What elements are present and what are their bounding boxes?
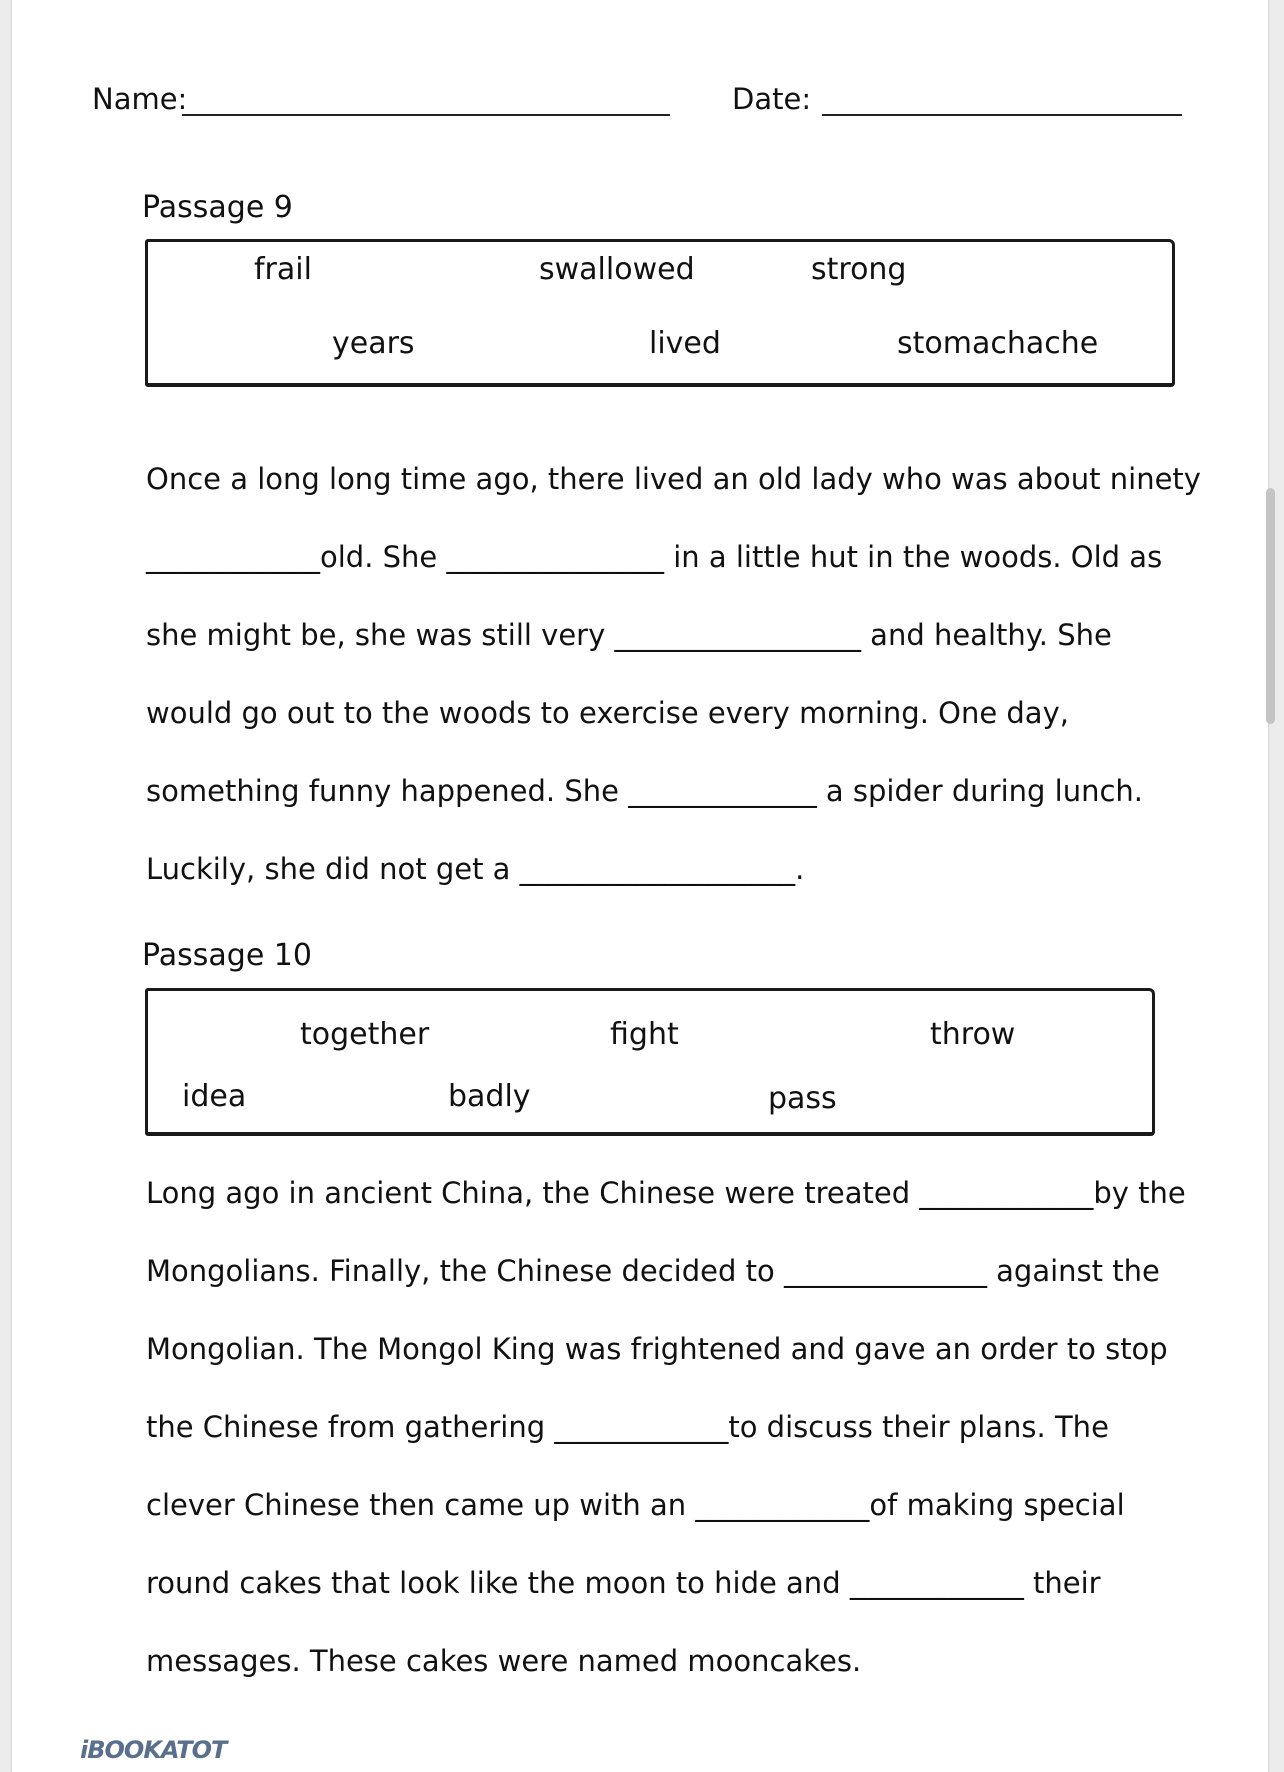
- word-bank-item: fight: [610, 1017, 679, 1052]
- word-bank-item: pass: [768, 1081, 837, 1116]
- passage-10-title: Passage 10: [142, 938, 312, 973]
- passage-line: Mongolian. The Mongol King was frightened and gave an order to stop: [146, 1332, 1168, 1366]
- scrollbar-thumb[interactable]: [1266, 488, 1275, 724]
- passage-10-word-bank: [145, 988, 1155, 1136]
- word-bank-item: strong: [811, 252, 907, 287]
- passage-line: round cakes that look like the moon to hide and ____________ their: [146, 1566, 1101, 1600]
- passage-line: would go out to the woods to exercise every morning. One day,: [146, 696, 1069, 730]
- word-bank-item: frail: [254, 252, 312, 287]
- word-bank-item: years: [332, 326, 415, 361]
- passage-line: the Chinese from gathering ____________to discuss their plans. The: [146, 1410, 1109, 1444]
- passage-line: Luckily, she did not get a ___________________.: [146, 852, 805, 886]
- word-bank-item: stomachache: [897, 326, 1099, 361]
- worksheet-page: [12, 0, 1268, 1772]
- date-label: Date:: [732, 82, 812, 116]
- passage-line: Long ago in ancient China, the Chinese were treated ____________by the: [146, 1176, 1186, 1210]
- passage-line: she might be, she was still very _________________ and healthy. She: [146, 618, 1112, 652]
- bookatot-logo: iBOOKATOT: [80, 1736, 227, 1764]
- word-bank-item: idea: [182, 1079, 247, 1114]
- passage-line: messages. These cakes were named mooncakes.: [146, 1644, 862, 1678]
- date-blank-line: [822, 114, 1182, 116]
- word-bank-item: lived: [649, 326, 721, 361]
- passage-line: something funny happened. She _____________ a spider during lunch.: [146, 774, 1144, 808]
- passage-9-title: Passage 9: [142, 190, 293, 225]
- passage-line: Mongolians. Finally, the Chinese decided to ______________ against the: [146, 1254, 1160, 1288]
- passage-9-word-bank: [145, 239, 1175, 387]
- word-bank-item: together: [300, 1017, 430, 1052]
- word-bank-item: throw: [930, 1017, 1016, 1052]
- name-label: Name:: [92, 82, 188, 116]
- passage-line: clever Chinese then came up with an ____________of making special: [146, 1488, 1125, 1522]
- word-bank-item: badly: [448, 1079, 531, 1114]
- passage-line: ____________old. She _______________ in a little hut in the woods. Old as: [146, 540, 1163, 574]
- name-blank-line: [182, 114, 670, 116]
- passage-line: Once a long long time ago, there lived an old lady who was about ninety: [146, 462, 1201, 496]
- word-bank-item: swallowed: [539, 252, 695, 287]
